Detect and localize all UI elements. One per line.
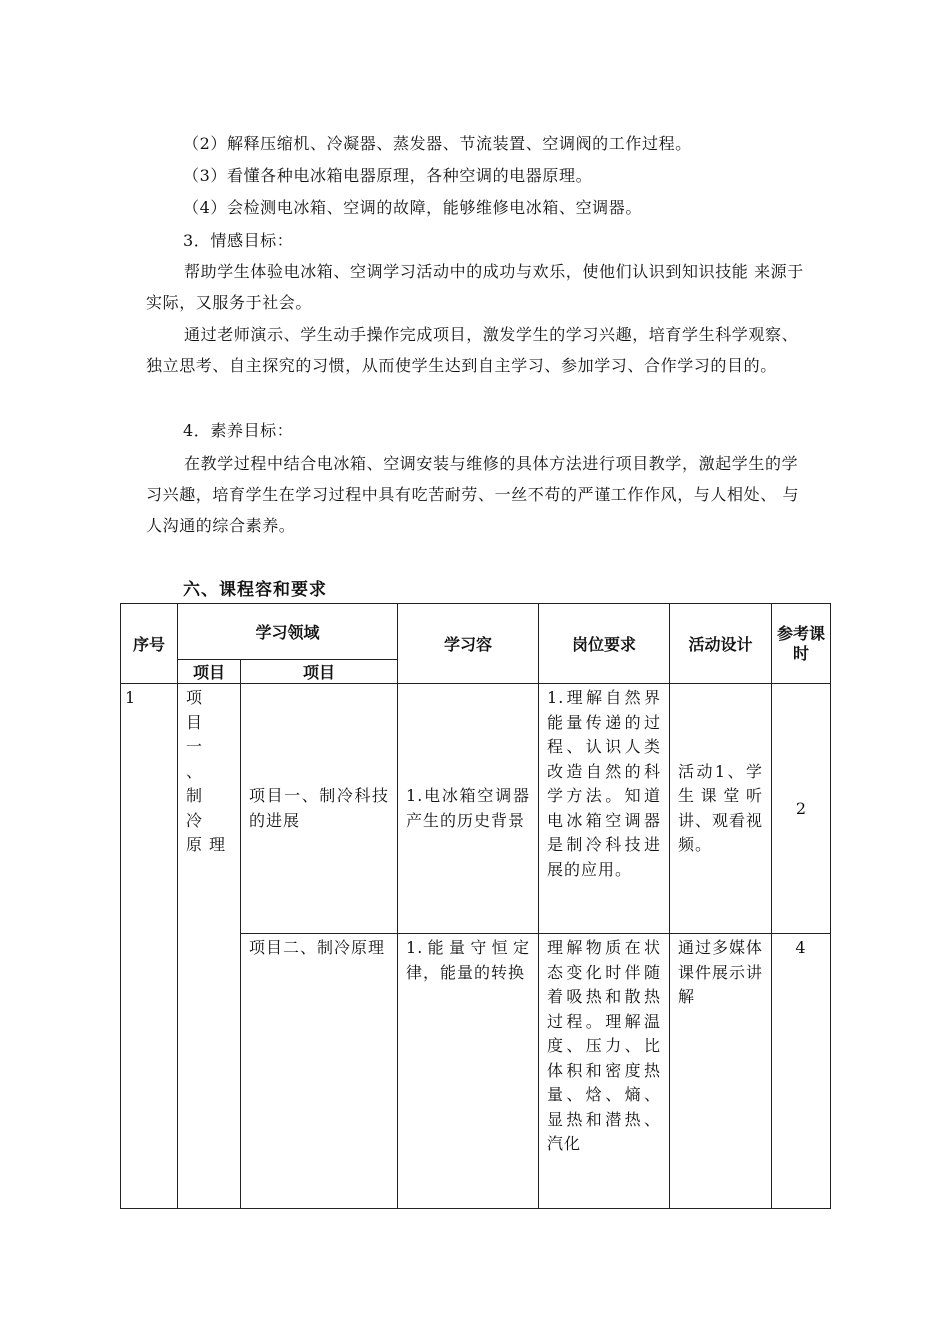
header-requirement: 岗位要求 [539, 604, 670, 684]
quality-heading: 4．素养目标： [183, 421, 294, 440]
header-domain: 学习领域 [178, 604, 398, 660]
row-hours: 4 [795, 938, 807, 957]
course-table [120, 603, 831, 1209]
row-activity: 通过多媒体课件展示讲解 [678, 938, 764, 1006]
quality-paragraph: 在教学过程中结合电冰箱、空调安装与维修的具体方法进行项目教学，激起学生的学习兴趣，培育学生在学习过程中具有吃苦耐劳、一丝不苟的严谨工作作风，与人相处、 与人沟通的综合素养。 [146, 454, 800, 535]
table-row [121, 684, 831, 934]
row-domain: 项 目 一 、 制 冷 原理 [186, 688, 233, 854]
header-activity: 活动设计 [670, 604, 772, 684]
emotion-paragraph-2: 通过老师演示、学生动手操作完成项目，激发学生的学习兴趣，培育学生科学观察、独立思考、自主探究的习惯，从而使学生达到自主学习、参加学习、合作学习的目的。 [146, 325, 799, 375]
row-project: 项目二、制冷原理 [249, 938, 386, 957]
row-requirement: 1.理解自然界能量传递的过程、认识人类改造自然的科学方法。知道电冰箱空调器是制冷科技进展的应用。 [547, 688, 662, 879]
header-content: 学习容 [398, 604, 539, 684]
header-hours: 参考课时 [772, 604, 831, 684]
row-requirement: 理解物质在状态变化时伴随着吸热和散热过程。理解温度、压力、比体积和密度热量、焓、熵、显热和潜热、汽化 [547, 938, 662, 1153]
header-sub-project-1: 项目 [178, 660, 241, 684]
goal-item-4: （4）会检测电冰箱、空调的故障，能够维修电冰箱、空调器。 [183, 198, 642, 217]
goal-item-3: （3）看懂各种电冰箱电器原理，各种空调的电器原理。 [183, 166, 593, 185]
goal-item-2: （2）解释压缩机、冷凝器、蒸发器、节流装置、空调阀的工作过程。 [183, 134, 692, 153]
row-index: 1 [125, 688, 137, 707]
row-hours: 2 [772, 684, 831, 934]
row-activity: 活动1、学生课堂听讲、观看视频。 [678, 761, 764, 854]
row-project: 项目一、制冷科技的进展 [249, 786, 390, 830]
row-content: 1.能量守恒定律，能量的转换 [406, 938, 531, 982]
section-title: 六、课程容和要求 [183, 580, 327, 600]
emotion-heading: 3．情感目标： [183, 231, 294, 250]
header-index: 序号 [121, 604, 178, 684]
row-content: 1.电冰箱空调器产生的历史背景 [406, 786, 531, 830]
emotion-paragraph-1: 帮助学生体验电冰箱、空调学习活动中的成功与欢乐，使他们认识到知识技能 来源于实际，又服务于社会。 [146, 262, 804, 312]
header-sub-project-2: 项目 [241, 660, 398, 684]
